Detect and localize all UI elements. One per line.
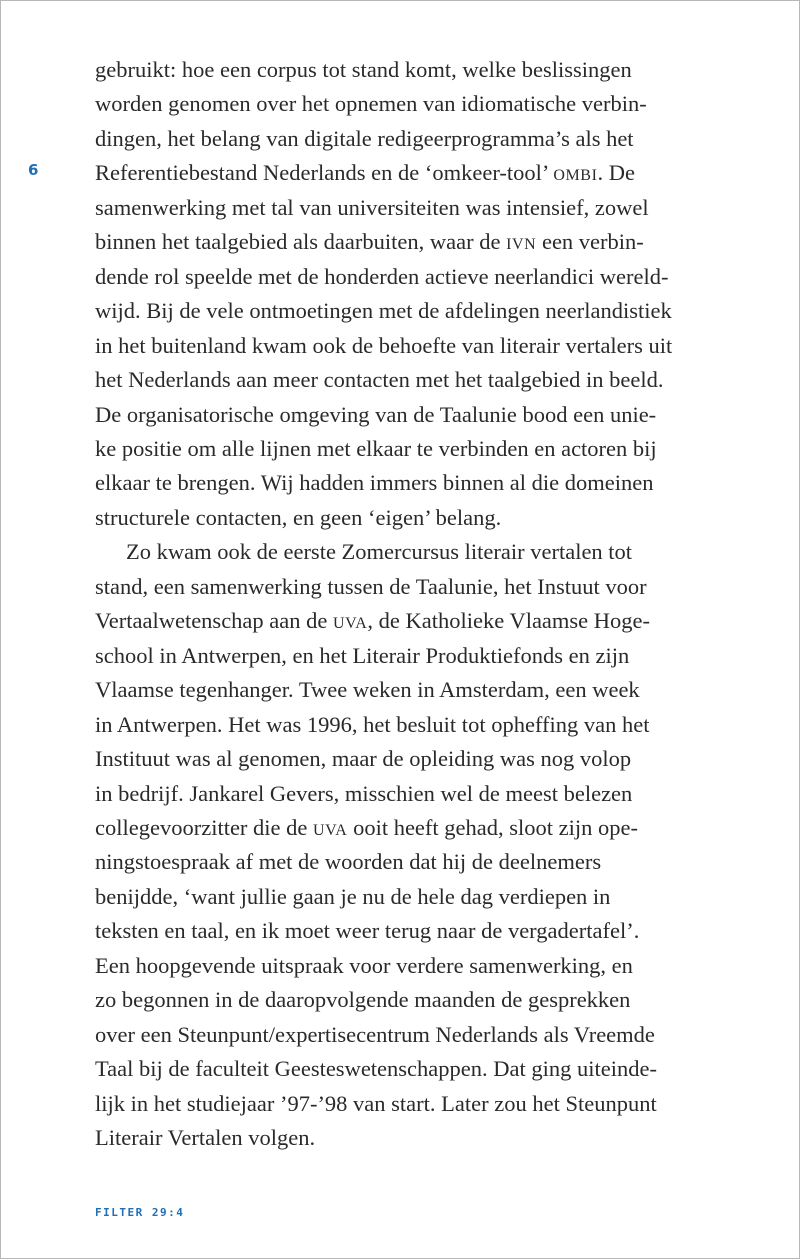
text-line: Vlaamse tegenhanger. Twee weken in Amsterdam, een week xyxy=(95,677,640,703)
text-line: collegevoorzitter die de uva ooit heeft gehad, sloot zijn ope- xyxy=(95,814,638,840)
text-line: zo begonnen in de daaropvolgende maanden de gesprekken xyxy=(95,987,631,1013)
text-line: Literair Vertalen volgen. xyxy=(95,1125,316,1151)
page-number: 6 xyxy=(28,161,39,179)
text-line: ke positie om alle lijnen met elkaar te verbinden en actoren bij xyxy=(95,435,657,461)
text-line: Zo kwam ook de eerste Zomercursus literair vertalen tot xyxy=(126,539,633,565)
text-line: De organisatorische omgeving van de Taalunie bood een unie- xyxy=(95,401,657,427)
body-text xyxy=(95,53,715,1156)
text-line: Instituut was al genomen, maar de opleiding was nog volop xyxy=(95,746,632,772)
text-line: Taal bij de faculteit Geesteswetenschappen. Dat ging uiteinde- xyxy=(95,1056,657,1082)
running-footer: FILTER 29:4 xyxy=(95,1206,185,1219)
text-line: ningstoespraak af met de woorden dat hij de deelnemers xyxy=(95,849,602,875)
text-line: school in Antwerpen, en het Literair Produktiefonds en zijn xyxy=(95,642,630,668)
text-line: in bedrijf. Jankarel Gevers, misschien wel de meest belezen xyxy=(95,780,633,806)
text-line: teksten en taal, en ik moet weer terug naar de vergadertafel’. xyxy=(95,918,640,944)
text-line: dende rol speelde met de honderden actieve neerlandici wereld- xyxy=(95,263,669,289)
text-line: structurele contacten, en geen ‘eigen’ belang. xyxy=(95,504,502,530)
text-line: over een Steunpunt/expertisecentrum Nederlands als Vreemde xyxy=(95,1021,655,1047)
text-line: Referentiebestand Nederlands en de ‘omkeer-tool’ ombi. De xyxy=(95,160,635,186)
text-line: binnen het taalgebied als daarbuiten, waar de ivn een verbin- xyxy=(95,229,644,255)
text-line: het Nederlands aan meer contacten met het taalgebied in beeld. xyxy=(95,367,664,393)
text-line: worden genomen over het opnemen van idiomatische verbin- xyxy=(95,91,647,117)
text-line: lijk in het studiejaar ’97-’98 van start. Later zou het Steunpunt xyxy=(95,1090,657,1116)
text-line: Vertaalwetenschap aan de uva, de Katholieke Vlaamse Hoge- xyxy=(95,608,651,634)
text-line: Een hoopgevende uitspraak voor verdere samenwerking, en xyxy=(95,952,633,978)
text-line: dingen, het belang van digitale redigeerprogramma’s als het xyxy=(95,125,634,151)
text-line: stand, een samenwerking tussen de Taalunie, het Instuut voor xyxy=(95,573,647,599)
text-line: elkaar te brengen. Wij hadden immers binnen al die domeinen xyxy=(95,470,654,496)
text-line: benijdde, ‘want jullie gaan je nu de hele dag verdiepen in xyxy=(95,883,611,909)
text-line: in Antwerpen. Het was 1996, het besluit tot opheffing van het xyxy=(95,711,650,737)
text-line: gebruikt: hoe een corpus tot stand komt, welke beslissingen xyxy=(95,57,632,82)
text-line: samenwerking met tal van universiteiten was intensief, zowel xyxy=(95,194,649,220)
text-line: wijd. Bij de vele ontmoetingen met de afdelingen neerlandistiek xyxy=(95,298,672,324)
text-line: in het buitenland kwam ook de behoefte van literair vertalers uit xyxy=(95,332,673,358)
